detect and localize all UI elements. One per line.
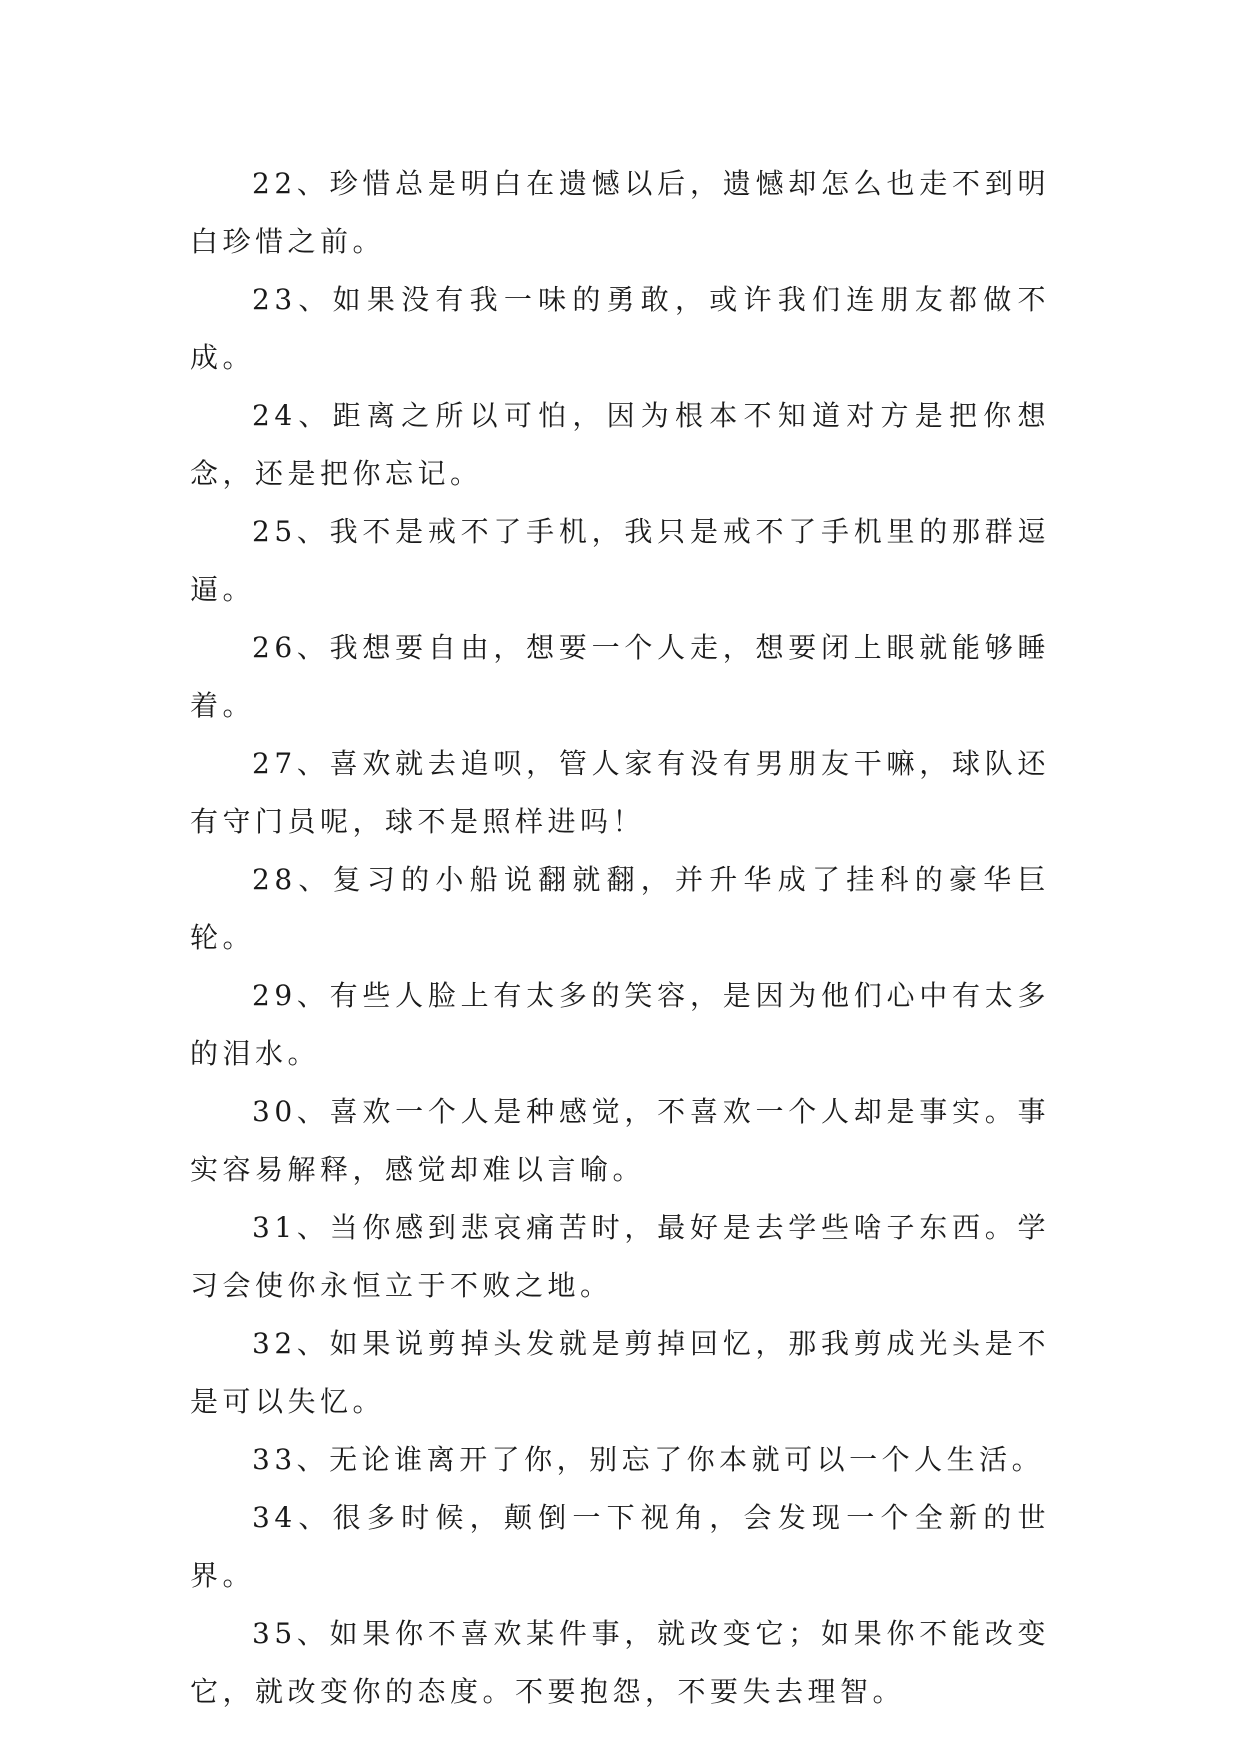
paragraph-32: 32、如果说剪掉头发就是剪掉回忆，那我剪成光头是不是可以失忆。 (190, 1327, 1050, 1418)
paragraph-31: 31、当你感到悲哀痛苦时，最好是去学些啥子东西。学习会使你永恒立于不败之地。 (190, 1211, 1050, 1302)
paragraph-26: 26、我想要自由，想要一个人走，想要闭上眼就能够睡着。 (190, 631, 1050, 722)
paragraph-25: 25、我不是戒不了手机，我只是戒不了手机里的那群逗逼。 (190, 515, 1050, 606)
paragraph-24: 24、距离之所以可怕，因为根本不知道对方是把你想念，还是把你忘记。 (190, 399, 1050, 490)
document-body (190, 155, 1050, 1721)
paragraph-33: 33、无论谁离开了你，别忘了你本就可以一个人生活。 (252, 1443, 1045, 1476)
paragraph-34: 34、很多时候，颠倒一下视角，会发现一个全新的世界。 (190, 1501, 1050, 1592)
paragraph-28: 28、复习的小船说翻就翻，并升华成了挂科的豪华巨轮。 (190, 863, 1050, 954)
paragraph-23: 23、如果没有我一味的勇敢，或许我们连朋友都做不成。 (190, 283, 1050, 374)
paragraph-30: 30、喜欢一个人是种感觉，不喜欢一个人却是事实。事实容易解释，感觉却难以言喻。 (190, 1095, 1050, 1186)
paragraph-22: 22、珍惜总是明白在遗憾以后，遗憾却怎么也走不到明白珍惜之前。 (190, 167, 1050, 258)
paragraph-27: 27、喜欢就去追呗，管人家有没有男朋友干嘛，球队还有守门员呢，球不是照样进吗！ (190, 747, 1050, 838)
paragraph-35: 35、如果你不喜欢某件事，就改变它；如果你不能改变它，就改变你的态度。不要抱怨，不要失去理智。 (190, 1617, 1050, 1708)
paragraph-29: 29、有些人脸上有太多的笑容，是因为他们心中有太多的泪水。 (190, 979, 1050, 1070)
